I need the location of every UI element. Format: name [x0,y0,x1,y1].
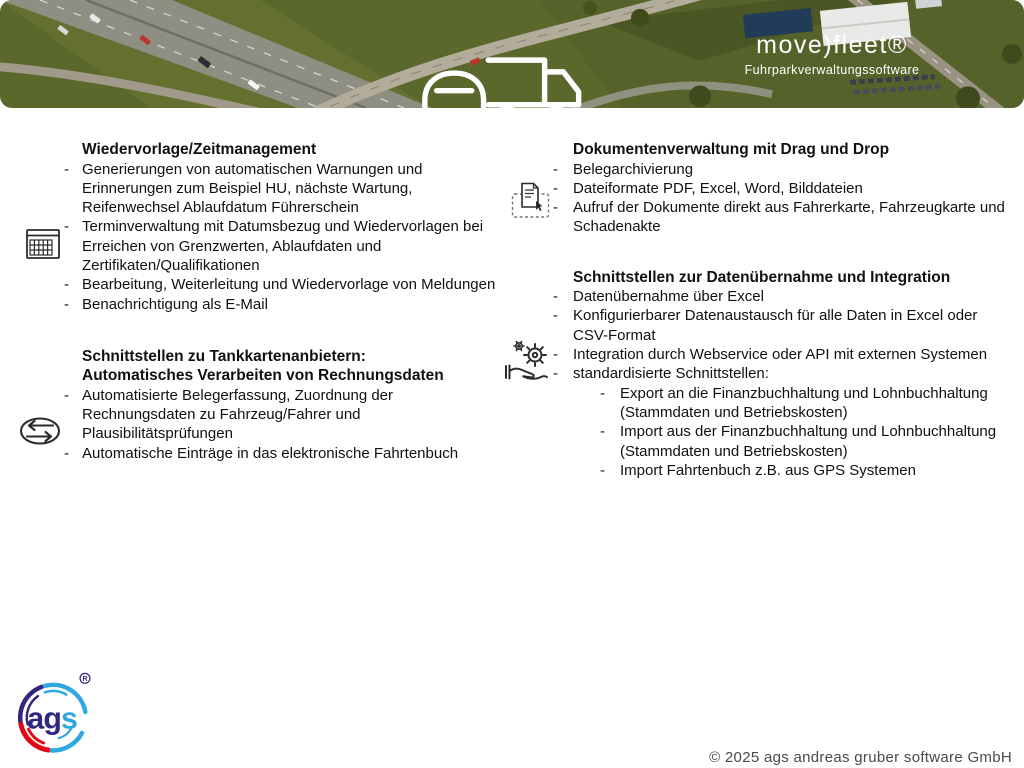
section-dokumente [553,140,1012,237]
ags-logo-text: ags [27,702,78,736]
bullet-text: Export an die Finanzbuchhaltung und Lohnbuchhaltung (Stammdaten und Betriebskosten) [620,384,988,421]
bullet-dash: - [64,295,69,313]
section-title [573,140,1012,160]
bullet-text: Import aus der Finanzbuchhaltung und Lohnbuchhaltung (Stammdaten und Betriebskosten) [620,423,997,460]
list-item [553,364,1012,383]
bullet-dash: - [553,199,558,217]
section-title-line: Automatisches Verarbeiten von Rechnungsdaten [82,367,444,385]
list-item [64,386,506,444]
section-title [82,347,506,386]
sub-list-item [600,422,1012,461]
section-title [82,140,506,160]
bullet-dash: - [64,160,69,178]
bullet-text: Automatische Einträge in das elektronische Fahrtenbuch [82,444,459,462]
calendar-table-icon [24,226,62,262]
bullet-text: Datenübernahme über Excel [573,288,764,306]
list-item [64,444,506,463]
ags-logo-registered: R [82,675,88,683]
bullet-text: Konfigurierbarer Datenaustausch für alle Daten in Excel oder CSV-Format [573,307,978,344]
bullet-dash: - [553,365,558,383]
bullet-dash: - [553,179,558,197]
section-integration [553,268,1012,480]
bullet-dash: - [64,218,69,236]
bullet-text: Bearbeitung, Weiterleitung und Wiedervorlage von Meldungen [82,276,496,294]
section-tankkarten [64,347,506,463]
bullet-text: Belegarchivierung [573,160,694,178]
sub-list-item [600,461,1012,480]
bullet-text: Generierungen von automatischen Warnungen und Erinnerungen zum Beispiel HU, nächste Wartung, Reifenwechsel Ablaufdatum Führerschein [82,160,423,217]
brand-name: move)fleet® [756,31,908,59]
bullet-text: Import Fahrtenbuch z.B. aus GPS Systemen [620,461,916,479]
bullet-text: Dateiformate PDF, Excel, Word, Bilddateien [573,179,863,197]
bullet-dash: - [553,288,558,306]
bullet-dash: - [64,444,69,462]
section-title-line: Schnittstellen zu Tankkartenanbietern: [82,347,366,365]
bullet-dash: - [553,346,558,364]
ags-logo [12,670,94,762]
bullet-dash: - [600,423,605,441]
content-column-left [64,140,506,463]
list-item [553,198,1012,237]
bullet-dash: - [64,386,69,404]
section-title-line: Wiedervorlage/Zeitmanagement [82,141,317,158]
list-item [64,160,506,218]
copyright-text: © 2025 ags andreas gruber software GmbH [709,749,1012,766]
bullet-dash: - [553,307,558,325]
bullet-text: Aufruf der Dokumente direkt aus Fahrerkarte, Fahrzeugkarte und Schadenakte [573,199,1005,236]
section-title-line: Dokumentenverwaltung mit Drag und Drop [573,141,890,158]
bullet-text: Benachrichtigung als E-Mail [82,295,268,313]
bullet-text: standardisierte Schnittstellen: [573,365,769,383]
document-dropzone-icon [511,181,551,221]
brand-tagline: Fuhrparkverwaltungssoftware [744,63,920,77]
section-title [573,268,1012,288]
bullet-dash: - [553,160,558,178]
list-item [553,179,1012,198]
list-item [64,295,506,314]
list-item [553,287,1012,306]
section-title-line: Schnittstellen zur Datenübernahme und Integration [573,268,951,286]
bullet-dash: - [64,276,69,294]
list-item [553,345,1012,364]
data-exchange-arrows-icon [17,412,63,450]
hand-with-gears-icon [504,339,554,387]
section-wiedervorlage [64,140,506,314]
bullet-text: Integration durch Webservice oder API mit externen Systemen [573,346,988,364]
list-item [553,160,1012,179]
content-column-right [553,140,1012,480]
list-item [64,217,506,275]
bullet-text: Terminverwaltung mit Datumsbezug und Wiedervorlagen bei Erreichen von Grenzwerten, Ablaufdaten und Zertifikaten/Qualifikationen [82,218,484,274]
bullet-dash: - [600,384,605,402]
list-item [553,306,1012,345]
bullet-dash: - [600,461,605,479]
list-item [64,275,506,294]
truck-and-car-icon [0,39,1012,108]
sub-list-item [600,384,1012,423]
header-photo [0,0,1024,108]
bullet-text: Automatisierte Belegerfassung, Zuordnung der Rechnungsdaten zu Fahrzeug/Fahrer und Plausibilitätsprüfungen [82,386,394,443]
